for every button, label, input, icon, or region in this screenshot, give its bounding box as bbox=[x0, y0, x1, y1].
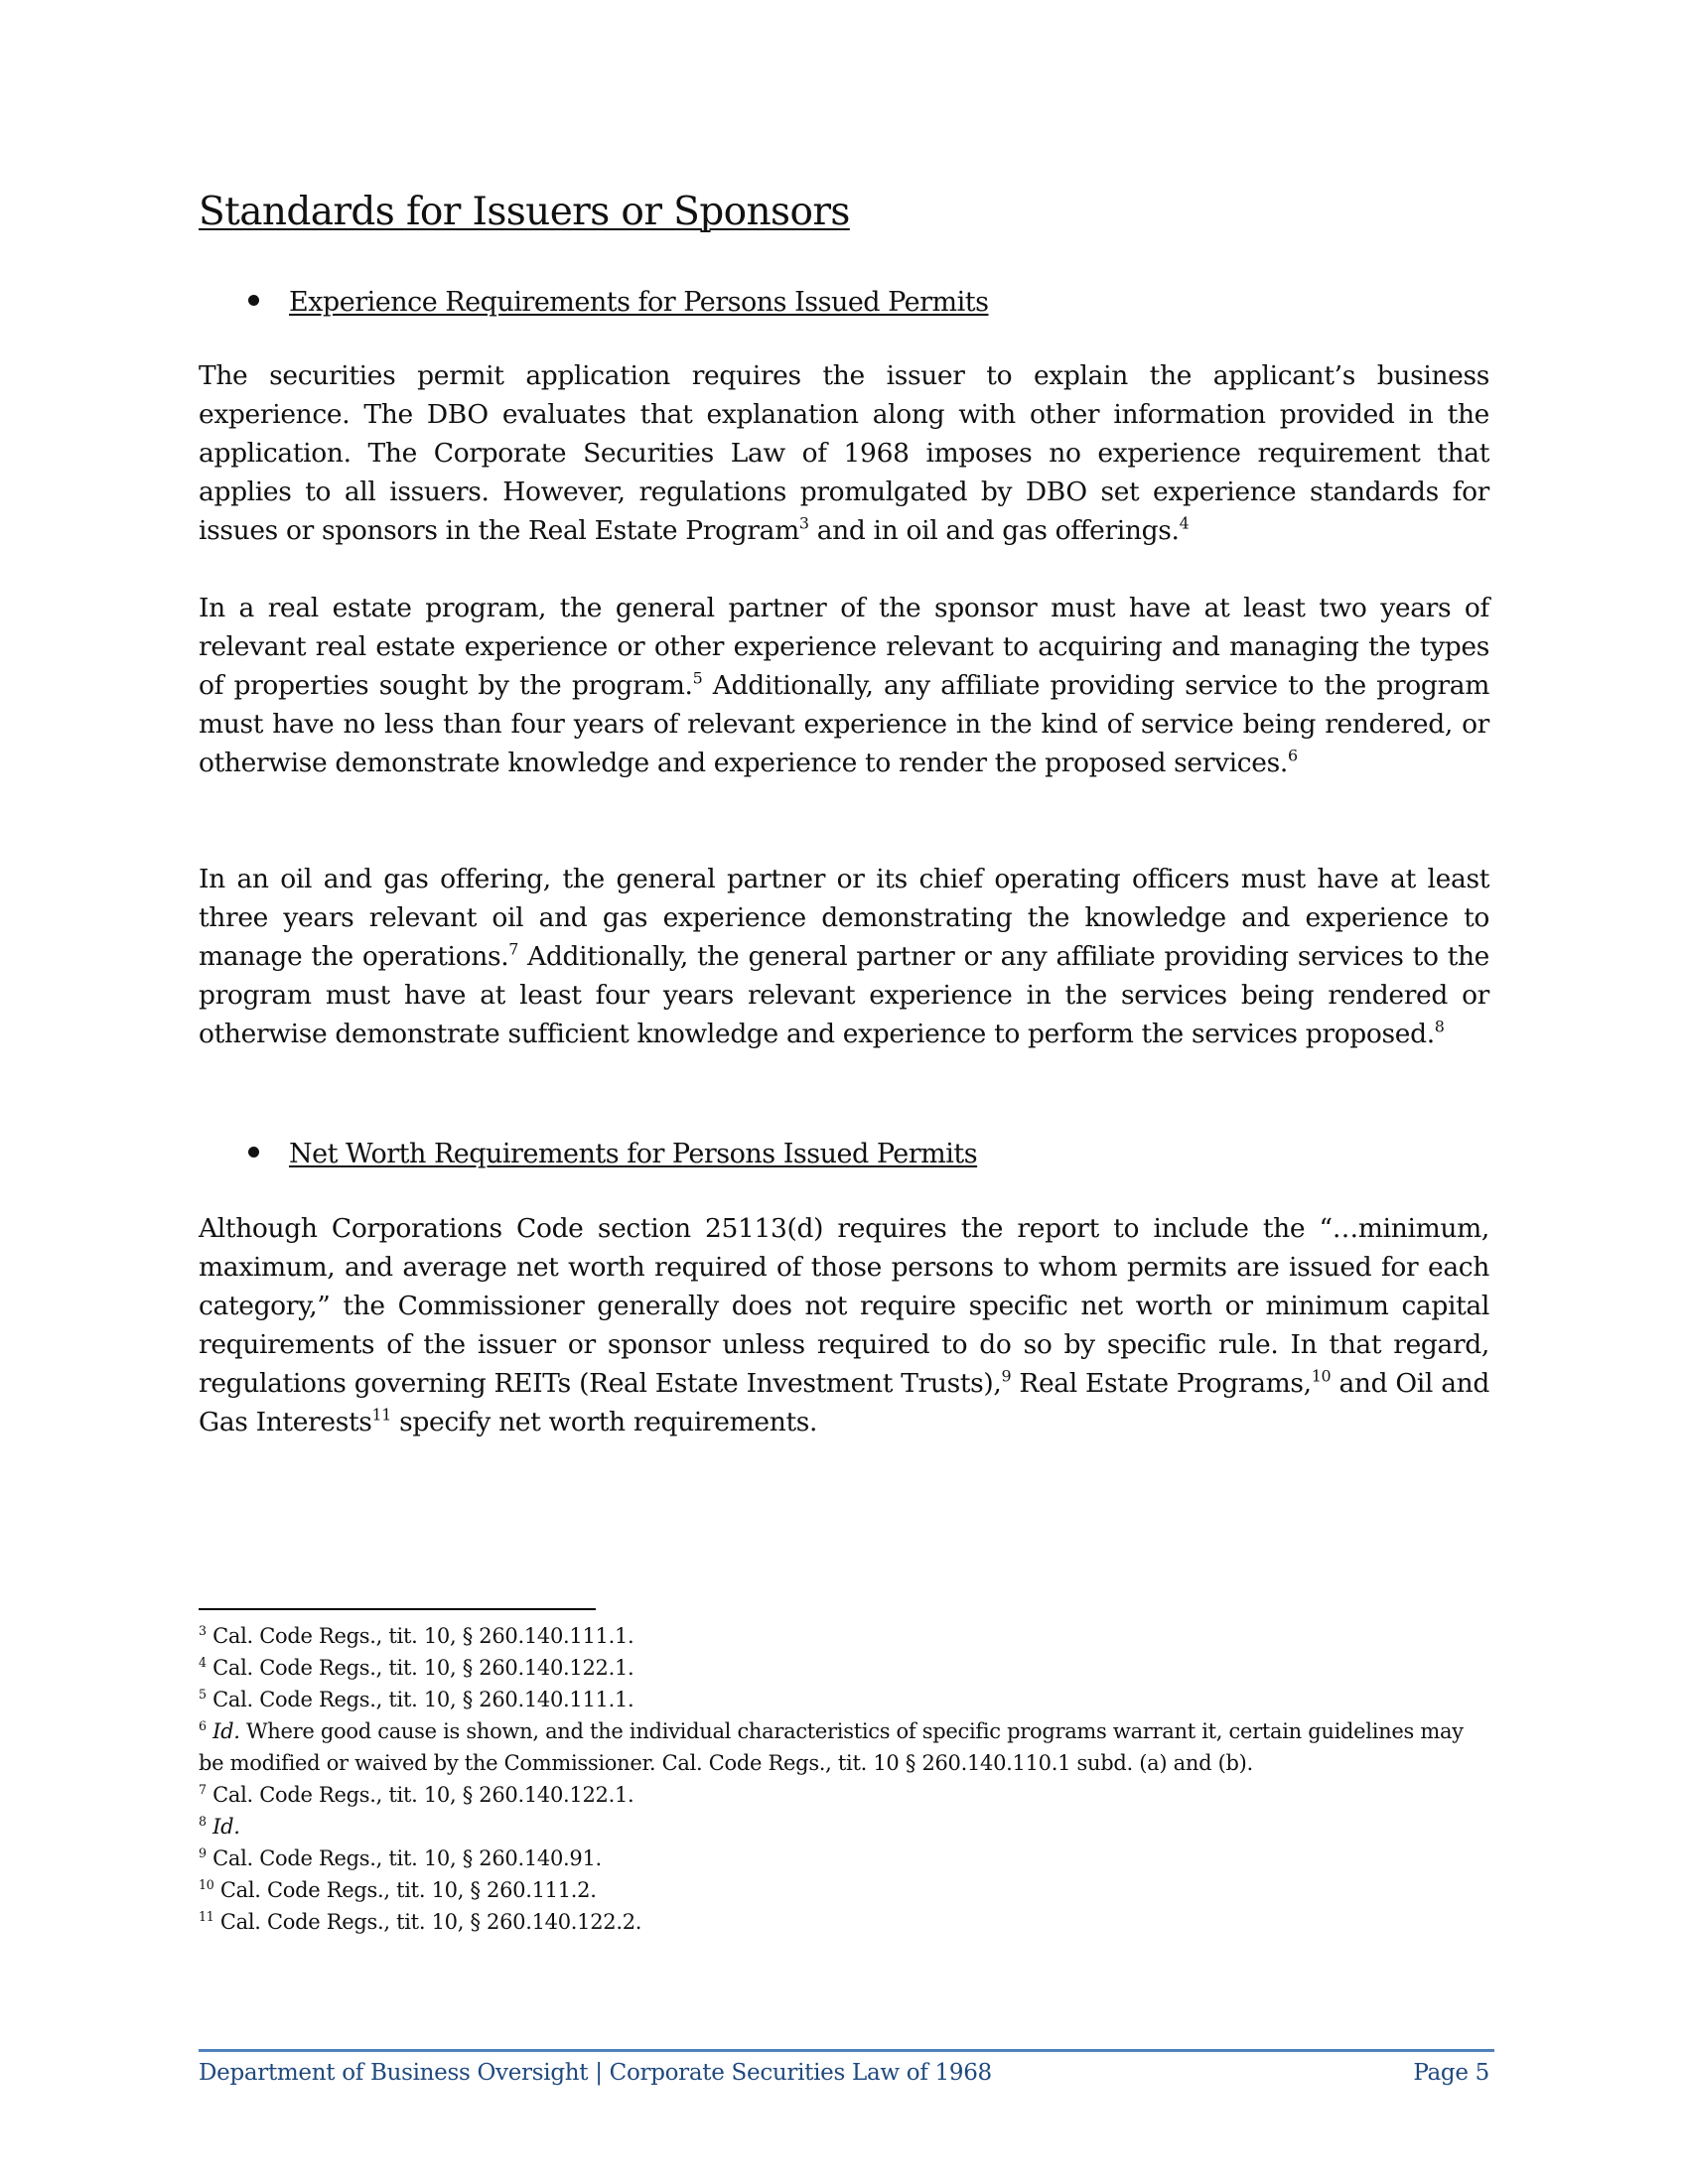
footnotes bbox=[199, 1620, 1489, 1938]
footnote-3: $^3$ Cal. Code Regs., tit. 10, § 260.140.111.1. bbox=[199, 1622, 634, 1648]
footnote-9: $^9$ Cal. Code Regs., tit. 10, § 260.140.91. bbox=[199, 1844, 602, 1870]
bullet-net-worth-requirements bbox=[248, 1135, 977, 1173]
bullet-label: Experience Requirements for Persons Issued Permits bbox=[289, 287, 989, 318]
footnote-ref-9[interactable]: 9 bbox=[1001, 1366, 1012, 1386]
footer-title: Department of Business Oversight | Corporate Securities Law of 1968 bbox=[199, 2060, 992, 2086]
footnote-5: $^5$ Cal. Code Regs., tit. 10, § 260.140.111.1. bbox=[199, 1686, 634, 1711]
bullet-label: Net Worth Requirements for Persons Issued Permits bbox=[289, 1139, 978, 1169]
bullet-dot-icon bbox=[248, 295, 259, 306]
footnote-ref-11[interactable]: 11 bbox=[371, 1405, 392, 1425]
footnote-ref-6[interactable]: 6 bbox=[1287, 746, 1298, 765]
footnote-ref-3[interactable]: 3 bbox=[798, 513, 809, 533]
footnote-11: $^{11}$ Cal. Code Regs., tit. 10, § 260.140.122.2. bbox=[199, 1908, 642, 1934]
footnote-10: $^{10}$ Cal. Code Regs., tit. 10, § 260.111.2. bbox=[199, 1876, 597, 1902]
paragraph-permit-application: The securities permit application requires the issuer to explain the applicant’s business experience. The DBO evaluates that explanation along with other information provided in the application. The Corporate Securities Law of 1968 imposes no experience requirement that applies to all issuers. However, regulations promulgated by DBO set experience standards for issues or sponsors in the Real Estate Program$^3$ and in oil and gas offerings.$^4$ bbox=[199, 360, 1489, 546]
page-number: Page 5 bbox=[1413, 2060, 1489, 2086]
page-heading: Standards for Issuers or Sponsors bbox=[199, 190, 850, 234]
paragraph-real-estate-program: In a real estate program, the general partner of the sponsor must have at least two years of relevant real estate experience or other experience relevant to acquiring and managing the types of properties sought by the program.$^5$ Additionally, any affiliate providing service to the program must have no less than four years of relevant experience in the kind of service being rendered, or otherwise demonstrate knowledge and experience to render the proposed services.$^6$ bbox=[199, 593, 1489, 778]
footnote-ref-10[interactable]: 10 bbox=[1311, 1366, 1332, 1386]
footnote-ref-8[interactable]: 8 bbox=[1434, 1017, 1445, 1036]
footnote-separator bbox=[199, 1608, 596, 1610]
footnote-ref-7[interactable]: 7 bbox=[508, 939, 519, 959]
footnote-ref-5[interactable]: 5 bbox=[692, 668, 703, 688]
paragraph-net-worth: Although Corporations Code section 25113(d) requires the report to include the “…minimum, maximum, and average net worth required of those persons to whom permits are issued for each category,” the Commissioner generally does not require specific net worth or minimum capital requirements of the issuer or sponsor unless required to do so by specific rule. In that regard, regulations governing REITs (Real Estate Investment Trusts),$^9$ Real Estate Programs,$^{10}$ and Oil and Gas Interests$^{11}$ specify net worth requirements. bbox=[199, 1213, 1489, 1437]
page-footer bbox=[199, 2058, 1489, 2088]
footnote-ref-4[interactable]: 4 bbox=[1179, 513, 1190, 533]
footer-rule bbox=[199, 2049, 1494, 2052]
paragraph-oil-gas-offering: In an oil and gas offering, the general partner or its chief operating officers must have at least three years relevant oil and gas experience demonstrating the knowledge and experience to manage the operations.$^7$ Additionally, the general partner or any affiliate providing services to the program must have at least four years relevant experience in the services being rendered or otherwise demonstrate sufficient knowledge and experience to perform the services proposed.$^8$ bbox=[199, 864, 1489, 1049]
footnote-6: $^6$ Id. Where good cause is shown, and the individual characteristics of specific programs warrant it, certain guidelines may be modified or waived by the Commissioner. Cal. Code Regs., tit. 10 § 260.140.110.1 subd. (a) and (b). bbox=[199, 1717, 1464, 1775]
footnote-4: $^4$ Cal. Code Regs., tit. 10, § 260.140.122.1. bbox=[199, 1654, 634, 1680]
footnote-7: $^7$ Cal. Code Regs., tit. 10, § 260.140.122.1. bbox=[199, 1781, 634, 1807]
bullet-dot-icon bbox=[248, 1147, 259, 1158]
bullet-experience-requirements bbox=[248, 283, 988, 322]
footnote-8: $^8$ Id. bbox=[199, 1813, 240, 1839]
